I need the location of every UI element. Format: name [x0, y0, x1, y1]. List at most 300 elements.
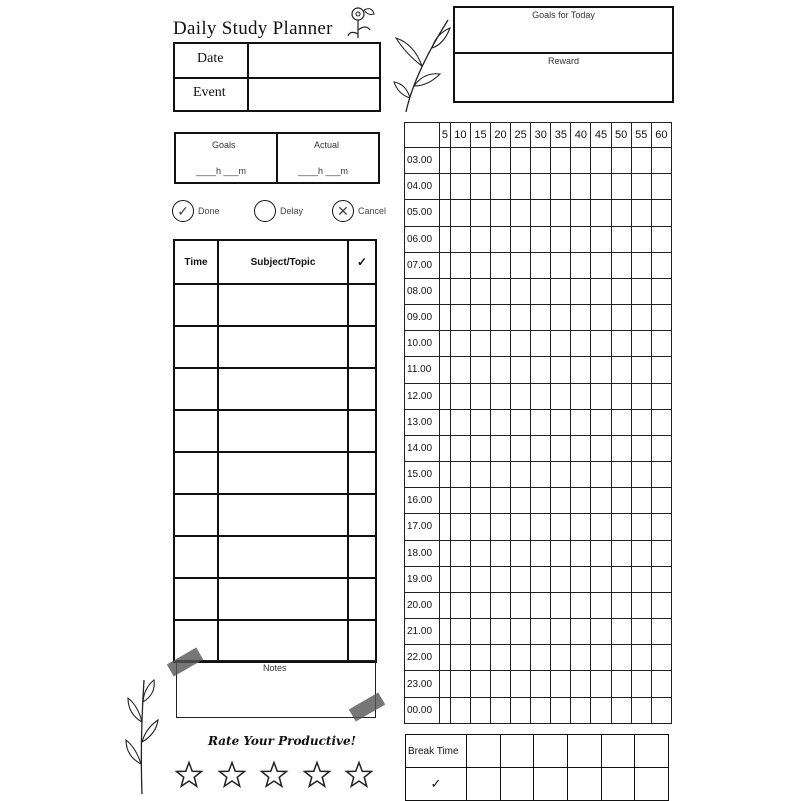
hour-label: 22.00	[405, 645, 440, 671]
time-slot-cell[interactable]	[611, 357, 631, 383]
time-slot-cell[interactable]	[651, 592, 671, 618]
rating-stars[interactable]	[174, 760, 374, 790]
time-slot-cell[interactable]	[450, 357, 470, 383]
star-icon[interactable]	[344, 760, 374, 790]
time-slot-cell[interactable]	[511, 592, 531, 618]
time-slot-cell[interactable]	[611, 619, 631, 645]
time-slot-cell[interactable]	[651, 331, 671, 357]
break-cell[interactable]	[534, 768, 568, 801]
time-slot-cell[interactable]	[651, 200, 671, 226]
time-slot-cell[interactable]	[440, 619, 451, 645]
table-row	[174, 326, 376, 368]
time-slot-cell[interactable]	[531, 357, 551, 383]
time-slot-cell[interactable]	[631, 200, 651, 226]
star-icon[interactable]	[259, 760, 289, 790]
time-slot-cell[interactable]	[440, 148, 451, 174]
time-slot-cell[interactable]	[440, 671, 451, 697]
time-slot-cell[interactable]	[440, 645, 451, 671]
time-slot-cell[interactable]	[611, 200, 631, 226]
time-slot-cell[interactable]	[571, 331, 591, 357]
break-cell[interactable]	[635, 735, 669, 768]
time-slot-cell[interactable]	[551, 174, 571, 200]
time-slot-cell[interactable]	[491, 566, 511, 592]
time-slot-cell[interactable]	[531, 383, 551, 409]
star-icon[interactable]	[217, 760, 247, 790]
hour-row	[405, 462, 672, 488]
time-slot-cell[interactable]	[511, 645, 531, 671]
time-slot-cell[interactable]	[591, 592, 611, 618]
break-cell[interactable]	[567, 768, 601, 801]
time-slot-cell[interactable]	[450, 305, 470, 331]
time-slot-cell[interactable]	[491, 200, 511, 226]
time-slot-cell[interactable]	[511, 252, 531, 278]
time-slot-cell[interactable]	[631, 383, 651, 409]
time-slot-cell[interactable]	[450, 514, 470, 540]
time-slot-cell[interactable]	[651, 540, 671, 566]
time-slot-cell[interactable]	[591, 645, 611, 671]
time-slot-cell[interactable]	[651, 148, 671, 174]
time-slot-cell[interactable]	[651, 671, 671, 697]
time-slot-cell[interactable]	[470, 252, 490, 278]
time-slot-cell[interactable]	[591, 697, 611, 723]
time-slot-cell[interactable]	[571, 540, 591, 566]
time-slot-cell[interactable]	[450, 671, 470, 697]
time-slot-cell[interactable]	[651, 383, 671, 409]
minute-header-35: 35	[551, 123, 571, 148]
goals-today-label: Goals for Today	[532, 10, 595, 20]
time-slot-cell[interactable]	[450, 409, 470, 435]
time-slot-cell[interactable]	[631, 462, 651, 488]
time-slot-cell[interactable]	[571, 619, 591, 645]
time-slot-cell[interactable]	[470, 697, 490, 723]
goals-today-box[interactable]	[453, 6, 674, 54]
time-slot-cell[interactable]	[491, 305, 511, 331]
hour-label: 15.00	[405, 462, 440, 488]
time-slot-cell[interactable]	[591, 305, 611, 331]
time-slot-cell[interactable]	[440, 226, 451, 252]
time-slot-cell[interactable]	[470, 514, 490, 540]
reward-box[interactable]	[453, 52, 674, 103]
time-slot-cell[interactable]	[591, 566, 611, 592]
time-slot-cell[interactable]	[631, 645, 651, 671]
time-slot-cell[interactable]	[631, 357, 651, 383]
time-slot-cell[interactable]	[511, 174, 531, 200]
time-slot-cell[interactable]	[511, 462, 531, 488]
time-slot-cell[interactable]	[440, 566, 451, 592]
time-slot-cell[interactable]	[511, 540, 531, 566]
time-slot-cell[interactable]	[591, 226, 611, 252]
hour-label: 06.00	[405, 226, 440, 252]
time-slot-cell[interactable]	[571, 488, 591, 514]
time-slot-cell[interactable]	[491, 462, 511, 488]
time-slot-cell[interactable]	[591, 671, 611, 697]
time-slot-cell[interactable]	[470, 174, 490, 200]
break-cell[interactable]	[635, 768, 669, 801]
break-cell[interactable]	[500, 768, 534, 801]
time-slot-cell[interactable]	[491, 697, 511, 723]
time-slot-cell[interactable]	[491, 488, 511, 514]
time-slot-cell[interactable]	[531, 514, 551, 540]
time-slot-cell[interactable]	[491, 514, 511, 540]
time-slot-cell[interactable]	[611, 514, 631, 540]
time-slot-cell[interactable]	[571, 645, 591, 671]
time-slot-cell[interactable]	[450, 200, 470, 226]
time-slot-cell[interactable]	[440, 488, 451, 514]
time-slot-cell[interactable]	[511, 514, 531, 540]
time-slot-cell[interactable]	[440, 252, 451, 278]
time-slot-cell[interactable]	[450, 540, 470, 566]
time-slot-cell[interactable]	[531, 462, 551, 488]
time-slot-cell[interactable]	[491, 383, 511, 409]
star-icon[interactable]	[302, 760, 332, 790]
time-slot-cell[interactable]	[531, 409, 551, 435]
time-slot-cell[interactable]	[491, 435, 511, 461]
time-slot-cell[interactable]	[571, 383, 591, 409]
time-slot-cell[interactable]	[631, 409, 651, 435]
time-slot-cell[interactable]	[591, 331, 611, 357]
time-slot-cell[interactable]	[611, 566, 631, 592]
time-slot-cell[interactable]	[511, 200, 531, 226]
time-slot-cell[interactable]	[551, 488, 571, 514]
time-slot-cell[interactable]	[450, 148, 470, 174]
time-slot-cell[interactable]	[551, 226, 571, 252]
time-slot-cell[interactable]	[631, 619, 651, 645]
time-slot-cell[interactable]	[531, 305, 551, 331]
time-slot-cell[interactable]	[440, 462, 451, 488]
time-slot-cell[interactable]	[470, 148, 490, 174]
time-slot-cell[interactable]	[651, 619, 671, 645]
time-slot-cell[interactable]	[611, 148, 631, 174]
time-slot-cell[interactable]	[611, 540, 631, 566]
time-slot-cell[interactable]	[651, 357, 671, 383]
time-slot-cell[interactable]	[551, 435, 571, 461]
time-slot-cell[interactable]	[551, 671, 571, 697]
time-slot-cell[interactable]	[611, 305, 631, 331]
time-slot-cell[interactable]	[470, 200, 490, 226]
time-slot-cell[interactable]	[651, 645, 671, 671]
time-slot-cell[interactable]	[440, 514, 451, 540]
time-slot-cell[interactable]	[631, 566, 651, 592]
time-slot-cell[interactable]	[470, 488, 490, 514]
time-slot-cell[interactable]	[611, 488, 631, 514]
time-slot-cell[interactable]	[551, 645, 571, 671]
time-slot-cell[interactable]	[491, 357, 511, 383]
time-slot-cell[interactable]	[511, 566, 531, 592]
time-slot-cell[interactable]	[651, 252, 671, 278]
time-slot-cell[interactable]	[531, 592, 551, 618]
time-slot-cell[interactable]	[611, 226, 631, 252]
time-slot-cell[interactable]	[531, 331, 551, 357]
time-slot-cell[interactable]	[511, 383, 531, 409]
time-slot-cell[interactable]	[450, 619, 470, 645]
time-slot-cell[interactable]	[470, 645, 490, 671]
time-slot-cell[interactable]	[491, 619, 511, 645]
time-slot-cell[interactable]	[651, 514, 671, 540]
time-slot-cell[interactable]	[571, 357, 591, 383]
time-slot-cell[interactable]	[611, 174, 631, 200]
time-slot-cell[interactable]	[531, 148, 551, 174]
time-slot-cell[interactable]	[611, 671, 631, 697]
time-slot-cell[interactable]	[571, 409, 591, 435]
time-slot-cell[interactable]	[611, 645, 631, 671]
time-slot-cell[interactable]	[631, 252, 651, 278]
time-slot-cell[interactable]	[651, 278, 671, 304]
time-slot-cell[interactable]	[470, 357, 490, 383]
time-slot-cell[interactable]	[631, 697, 651, 723]
time-slot-cell[interactable]	[470, 435, 490, 461]
time-slot-cell[interactable]	[591, 357, 611, 383]
time-slot-cell[interactable]	[440, 592, 451, 618]
time-slot-cell[interactable]	[470, 462, 490, 488]
date-field[interactable]	[249, 44, 379, 77]
time-slot-cell[interactable]	[531, 252, 551, 278]
time-slot-cell[interactable]	[551, 357, 571, 383]
time-slot-cell[interactable]	[631, 331, 651, 357]
time-slot-cell[interactable]	[591, 488, 611, 514]
time-slot-cell[interactable]	[450, 331, 470, 357]
time-slot-cell[interactable]	[631, 488, 651, 514]
break-cell[interactable]	[467, 768, 501, 801]
time-slot-cell[interactable]	[551, 278, 571, 304]
time-slot-cell[interactable]	[571, 435, 591, 461]
time-slot-cell[interactable]	[591, 200, 611, 226]
time-slot-cell[interactable]	[651, 488, 671, 514]
time-slot-cell[interactable]	[491, 409, 511, 435]
time-slot-cell[interactable]	[551, 252, 571, 278]
hour-label: 21.00	[405, 619, 440, 645]
time-slot-cell[interactable]	[571, 514, 591, 540]
hour-label: 07.00	[405, 252, 440, 278]
time-slot-cell[interactable]	[611, 278, 631, 304]
time-slot-cell[interactable]	[450, 435, 470, 461]
time-slot-cell[interactable]	[491, 148, 511, 174]
time-slot-cell[interactable]	[651, 566, 671, 592]
time-slot-cell[interactable]	[651, 462, 671, 488]
time-slot-cell[interactable]	[651, 409, 671, 435]
time-slot-cell[interactable]	[631, 174, 651, 200]
time-slot-cell[interactable]	[531, 619, 551, 645]
time-slot-cell[interactable]	[470, 671, 490, 697]
time-slot-cell[interactable]	[511, 148, 531, 174]
time-slot-cell[interactable]	[591, 148, 611, 174]
time-slot-cell[interactable]	[591, 278, 611, 304]
time-slot-cell[interactable]	[440, 357, 451, 383]
time-slot-cell[interactable]	[631, 514, 651, 540]
time-slot-cell[interactable]	[571, 174, 591, 200]
time-slot-cell[interactable]	[440, 200, 451, 226]
time-slot-cell[interactable]	[531, 174, 551, 200]
time-slot-cell[interactable]	[571, 592, 591, 618]
leaf-branch-icon	[122, 672, 162, 797]
time-slot-cell[interactable]	[651, 305, 671, 331]
time-slot-cell[interactable]	[591, 540, 611, 566]
time-slot-cell[interactable]	[470, 278, 490, 304]
notes-box[interactable]	[176, 660, 376, 718]
time-slot-cell[interactable]	[551, 383, 571, 409]
time-slot-cell[interactable]	[531, 200, 551, 226]
break-cell[interactable]	[567, 735, 601, 768]
time-slot-cell[interactable]	[551, 462, 571, 488]
time-slot-cell[interactable]	[551, 540, 571, 566]
time-slot-cell[interactable]	[511, 697, 531, 723]
event-field[interactable]	[249, 79, 379, 110]
time-slot-cell[interactable]	[551, 514, 571, 540]
time-slot-cell[interactable]	[470, 305, 490, 331]
time-slot-cell[interactable]	[491, 252, 511, 278]
time-slot-cell[interactable]	[591, 409, 611, 435]
time-slot-cell[interactable]	[551, 305, 571, 331]
time-slot-cell[interactable]	[571, 566, 591, 592]
time-slot-cell[interactable]	[551, 697, 571, 723]
time-slot-cell[interactable]	[440, 435, 451, 461]
time-slot-cell[interactable]	[651, 697, 671, 723]
goals-time-field[interactable]: ____h ___m	[196, 166, 247, 176]
time-slot-cell[interactable]	[571, 305, 591, 331]
time-slot-cell[interactable]	[440, 697, 451, 723]
time-slot-cell[interactable]	[611, 409, 631, 435]
time-slot-cell[interactable]	[470, 383, 490, 409]
time-slot-cell[interactable]	[571, 226, 591, 252]
time-slot-cell[interactable]	[631, 278, 651, 304]
time-slot-cell[interactable]	[511, 488, 531, 514]
time-slot-cell[interactable]	[531, 566, 551, 592]
time-slot-cell[interactable]	[450, 566, 470, 592]
time-slot-cell[interactable]	[571, 462, 591, 488]
time-slot-cell[interactable]	[511, 331, 531, 357]
time-slot-cell[interactable]	[631, 305, 651, 331]
time-slot-cell[interactable]	[571, 200, 591, 226]
time-slot-cell[interactable]	[470, 592, 490, 618]
time-slot-cell[interactable]	[450, 462, 470, 488]
time-slot-cell[interactable]	[571, 278, 591, 304]
time-slot-cell[interactable]	[631, 540, 651, 566]
corner-cell	[405, 123, 440, 148]
time-slot-cell[interactable]	[571, 148, 591, 174]
break-cell[interactable]	[534, 735, 568, 768]
time-slot-cell[interactable]	[651, 435, 671, 461]
break-cell[interactable]	[467, 735, 501, 768]
time-slot-cell[interactable]	[651, 226, 671, 252]
time-slot-cell[interactable]	[491, 174, 511, 200]
time-slot-cell[interactable]	[491, 592, 511, 618]
time-slot-cell[interactable]	[450, 252, 470, 278]
time-slot-cell[interactable]	[551, 566, 571, 592]
time-slot-cell[interactable]	[651, 174, 671, 200]
time-slot-cell[interactable]	[531, 645, 551, 671]
time-slot-cell[interactable]	[591, 619, 611, 645]
time-slot-cell[interactable]	[611, 697, 631, 723]
time-slot-cell[interactable]	[440, 540, 451, 566]
time-slot-cell[interactable]	[591, 514, 611, 540]
time-slot-cell[interactable]	[511, 409, 531, 435]
time-slot-cell[interactable]	[531, 226, 551, 252]
time-slot-cell[interactable]	[631, 671, 651, 697]
time-slot-cell[interactable]	[571, 671, 591, 697]
time-slot-cell[interactable]	[511, 357, 531, 383]
time-slot-cell[interactable]	[591, 462, 611, 488]
time-slot-cell[interactable]	[551, 331, 571, 357]
break-cell[interactable]	[500, 735, 534, 768]
time-slot-cell[interactable]	[470, 566, 490, 592]
time-slot-cell[interactable]	[491, 278, 511, 304]
time-slot-cell[interactable]	[611, 592, 631, 618]
time-slot-cell[interactable]	[631, 592, 651, 618]
time-slot-cell[interactable]	[531, 278, 551, 304]
time-slot-cell[interactable]	[491, 645, 511, 671]
time-slot-cell[interactable]	[491, 671, 511, 697]
time-slot-cell[interactable]	[611, 252, 631, 278]
time-slot-cell[interactable]	[551, 409, 571, 435]
time-slot-cell[interactable]	[571, 697, 591, 723]
time-slot-cell[interactable]	[611, 383, 631, 409]
time-slot-cell[interactable]	[450, 697, 470, 723]
time-slot-cell[interactable]	[611, 331, 631, 357]
time-slot-cell[interactable]	[551, 619, 571, 645]
time-slot-cell[interactable]	[470, 226, 490, 252]
time-slot-cell[interactable]	[591, 435, 611, 461]
time-slot-cell[interactable]	[511, 278, 531, 304]
time-slot-cell[interactable]	[491, 540, 511, 566]
time-slot-cell[interactable]	[440, 331, 451, 357]
time-slot-cell[interactable]	[450, 226, 470, 252]
time-slot-cell[interactable]	[551, 592, 571, 618]
time-slot-cell[interactable]	[531, 697, 551, 723]
time-slot-cell[interactable]	[440, 174, 451, 200]
time-slot-cell[interactable]	[511, 435, 531, 461]
time-slot-cell[interactable]	[440, 383, 451, 409]
time-slot-cell[interactable]	[611, 435, 631, 461]
time-slot-cell[interactable]	[440, 305, 451, 331]
time-slot-cell[interactable]	[450, 383, 470, 409]
actual-time-field[interactable]: ____h ___m	[298, 166, 349, 176]
time-slot-cell[interactable]	[531, 671, 551, 697]
break-cell[interactable]	[601, 768, 635, 801]
time-slot-cell[interactable]	[511, 305, 531, 331]
time-slot-cell[interactable]	[511, 226, 531, 252]
time-slot-cell[interactable]	[511, 671, 531, 697]
time-slot-cell[interactable]	[440, 409, 451, 435]
time-slot-cell[interactable]	[511, 619, 531, 645]
time-slot-cell[interactable]	[531, 435, 551, 461]
time-slot-cell[interactable]	[470, 619, 490, 645]
break-cell[interactable]	[601, 735, 635, 768]
time-slot-cell[interactable]	[470, 409, 490, 435]
time-slot-cell[interactable]	[491, 226, 511, 252]
star-icon[interactable]	[174, 760, 204, 790]
time-slot-cell[interactable]	[470, 331, 490, 357]
time-slot-cell[interactable]	[551, 148, 571, 174]
time-slot-cell[interactable]	[450, 592, 470, 618]
time-slot-cell[interactable]	[631, 226, 651, 252]
time-slot-cell[interactable]	[611, 462, 631, 488]
time-slot-cell[interactable]	[491, 331, 511, 357]
time-slot-cell[interactable]	[571, 252, 591, 278]
time-slot-cell[interactable]	[631, 435, 651, 461]
time-slot-cell[interactable]	[591, 174, 611, 200]
time-slot-cell[interactable]	[450, 488, 470, 514]
time-slot-cell[interactable]	[531, 488, 551, 514]
time-slot-cell[interactable]	[591, 383, 611, 409]
time-slot-cell[interactable]	[470, 540, 490, 566]
time-slot-cell[interactable]	[450, 278, 470, 304]
time-slot-cell[interactable]	[450, 174, 470, 200]
time-slot-cell[interactable]	[440, 278, 451, 304]
time-slot-cell[interactable]	[631, 148, 651, 174]
time-slot-cell[interactable]	[591, 252, 611, 278]
time-slot-cell[interactable]	[531, 540, 551, 566]
time-slot-cell[interactable]	[551, 200, 571, 226]
time-slot-cell[interactable]	[450, 645, 470, 671]
